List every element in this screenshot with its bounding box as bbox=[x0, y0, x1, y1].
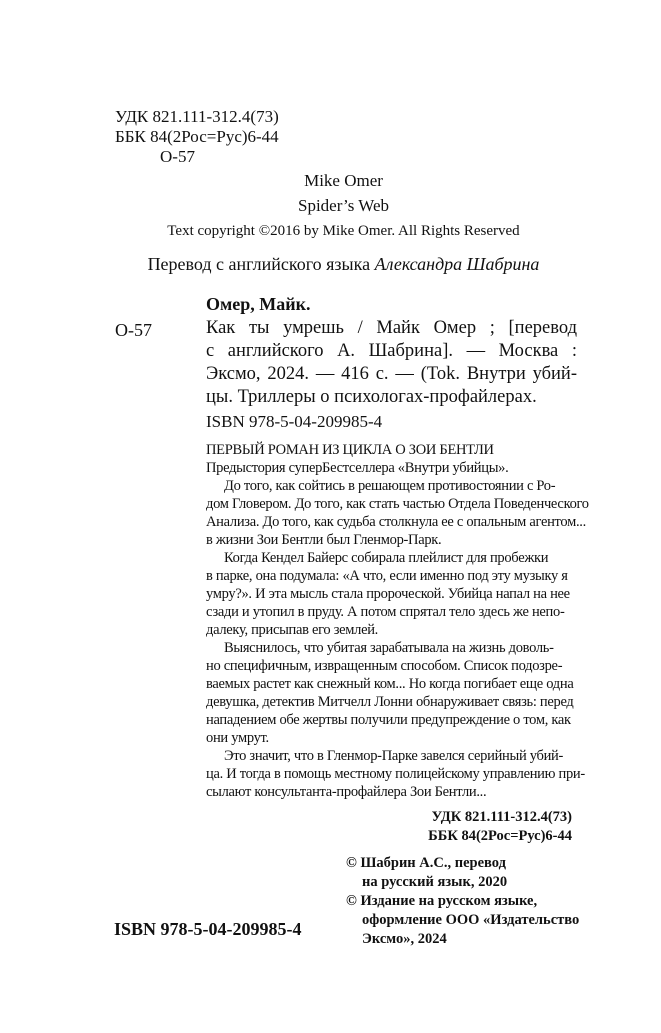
annotation-heading: ПЕРВЫЙ РОМАН ИЗ ЦИКЛА О ЗОИ БЕНТЛИ bbox=[206, 442, 494, 458]
annotation bbox=[206, 441, 589, 801]
copyright-line: Эксмо», 2024 bbox=[362, 931, 447, 947]
catalog-heading: Омер, Майк. bbox=[206, 294, 311, 314]
annotation-line: но специфичным, извращенным способом. Список подозре- bbox=[206, 658, 563, 674]
annotation-line: Когда Кендел Байерс собирала плейлист для пробежки bbox=[224, 550, 549, 566]
catalog-description bbox=[206, 317, 577, 409]
catalog-line: с английского А. Шабрина]. — Москва : bbox=[206, 341, 577, 361]
annotation-line: До того, как сойтись в решающем противостоянии с Ро- bbox=[224, 478, 556, 494]
copyright-line: © Шабрин А.С., перевод bbox=[346, 855, 506, 871]
translation-credit bbox=[110, 253, 577, 275]
annotation-line: Выяснилось, что убитая зарабатывала на жизнь доволь- bbox=[224, 640, 554, 656]
annotation-line: Предыстория суперБестселлера «Внутри убийцы». bbox=[206, 460, 509, 476]
original-author: Mike Omer bbox=[304, 171, 383, 190]
annotation-line: нападением обе жертвы получили предупреждение о том, как bbox=[206, 712, 571, 728]
catalog-line: Эксмо, 2024. — 416 с. — (Tok. Внутри убий- bbox=[206, 364, 577, 384]
translation-prefix: Перевод с английского языка bbox=[147, 254, 375, 274]
copyright-line: на русский язык, 2020 bbox=[362, 874, 508, 890]
annotation-line: сылают консультанта-профайлера Зои Бентли... bbox=[206, 784, 487, 800]
original-copyright: Text copyright ©2016 by Mike Omer. All Rights Reserved bbox=[167, 223, 520, 239]
annotation-line: они умрут. bbox=[206, 730, 269, 746]
catalog-isbn: ISBN 978-5-04-209985-4 bbox=[206, 412, 383, 431]
original-title: Spider’s Web bbox=[297, 196, 390, 215]
annotation-line: ца. И тогда в помощь местному полицейскому управлению при- bbox=[206, 766, 585, 782]
annotation-line: Анализа. До того, как судьба столкнула ее с опальным агентом... bbox=[206, 514, 586, 530]
author-mark-top: О-57 bbox=[160, 147, 195, 166]
annotation-line: дом Гловером. До того, как стать частью Отдела Поведенческого bbox=[206, 496, 589, 512]
bbk-bottom: ББК 84(2Рос=Рус)6-44 bbox=[428, 828, 572, 844]
udk-top: УДК 821.111-312.4(73) bbox=[115, 107, 279, 126]
annotation-line: Это значит, что в Гленмор-Парке завелся серийный убий- bbox=[224, 748, 564, 764]
annotation-line: в парке, она подумала: «А что, если именно под эту музыку я bbox=[206, 568, 568, 584]
catalog-line: цы. Триллеры о психологах-профайлерах. bbox=[206, 387, 537, 407]
catalog-line: Как ты умрешь / Майк Омер ; [перевод bbox=[206, 318, 577, 338]
isbn-bottom: ISBN 978-5-04-209985-4 bbox=[114, 919, 302, 939]
copyright-block bbox=[346, 854, 579, 949]
annotation-line: ваемых растет как снежный ком... Но когда погибает еще одна bbox=[206, 676, 574, 692]
translator-name: Александра Шабрина bbox=[374, 254, 540, 274]
copyright-line: © Издание на русском языке, bbox=[346, 893, 538, 909]
annotation-line: сзади и утопил в пруду. А потом спрятал тело здесь же непо- bbox=[206, 604, 565, 620]
bottom-classification bbox=[340, 808, 572, 846]
bbk-top: ББК 84(2Рос=Рус)6-44 bbox=[115, 127, 279, 146]
copyright-line: оформление ООО «Издательство bbox=[362, 912, 580, 928]
catalog-mark: О-57 bbox=[115, 320, 152, 340]
annotation-line: девушка, детектив Митчелл Лонни обнаруживает связь: перед bbox=[206, 694, 574, 710]
annotation-line: умру?». И эта мысль стала пророческой. Убийца напал на нее bbox=[206, 586, 570, 602]
udk-bottom: УДК 821.111-312.4(73) bbox=[431, 809, 572, 825]
annotation-line: далеку, присыпав его землей. bbox=[206, 622, 379, 638]
annotation-line: в жизни Зои Бентли был Гленмор-Парк. bbox=[206, 532, 442, 548]
